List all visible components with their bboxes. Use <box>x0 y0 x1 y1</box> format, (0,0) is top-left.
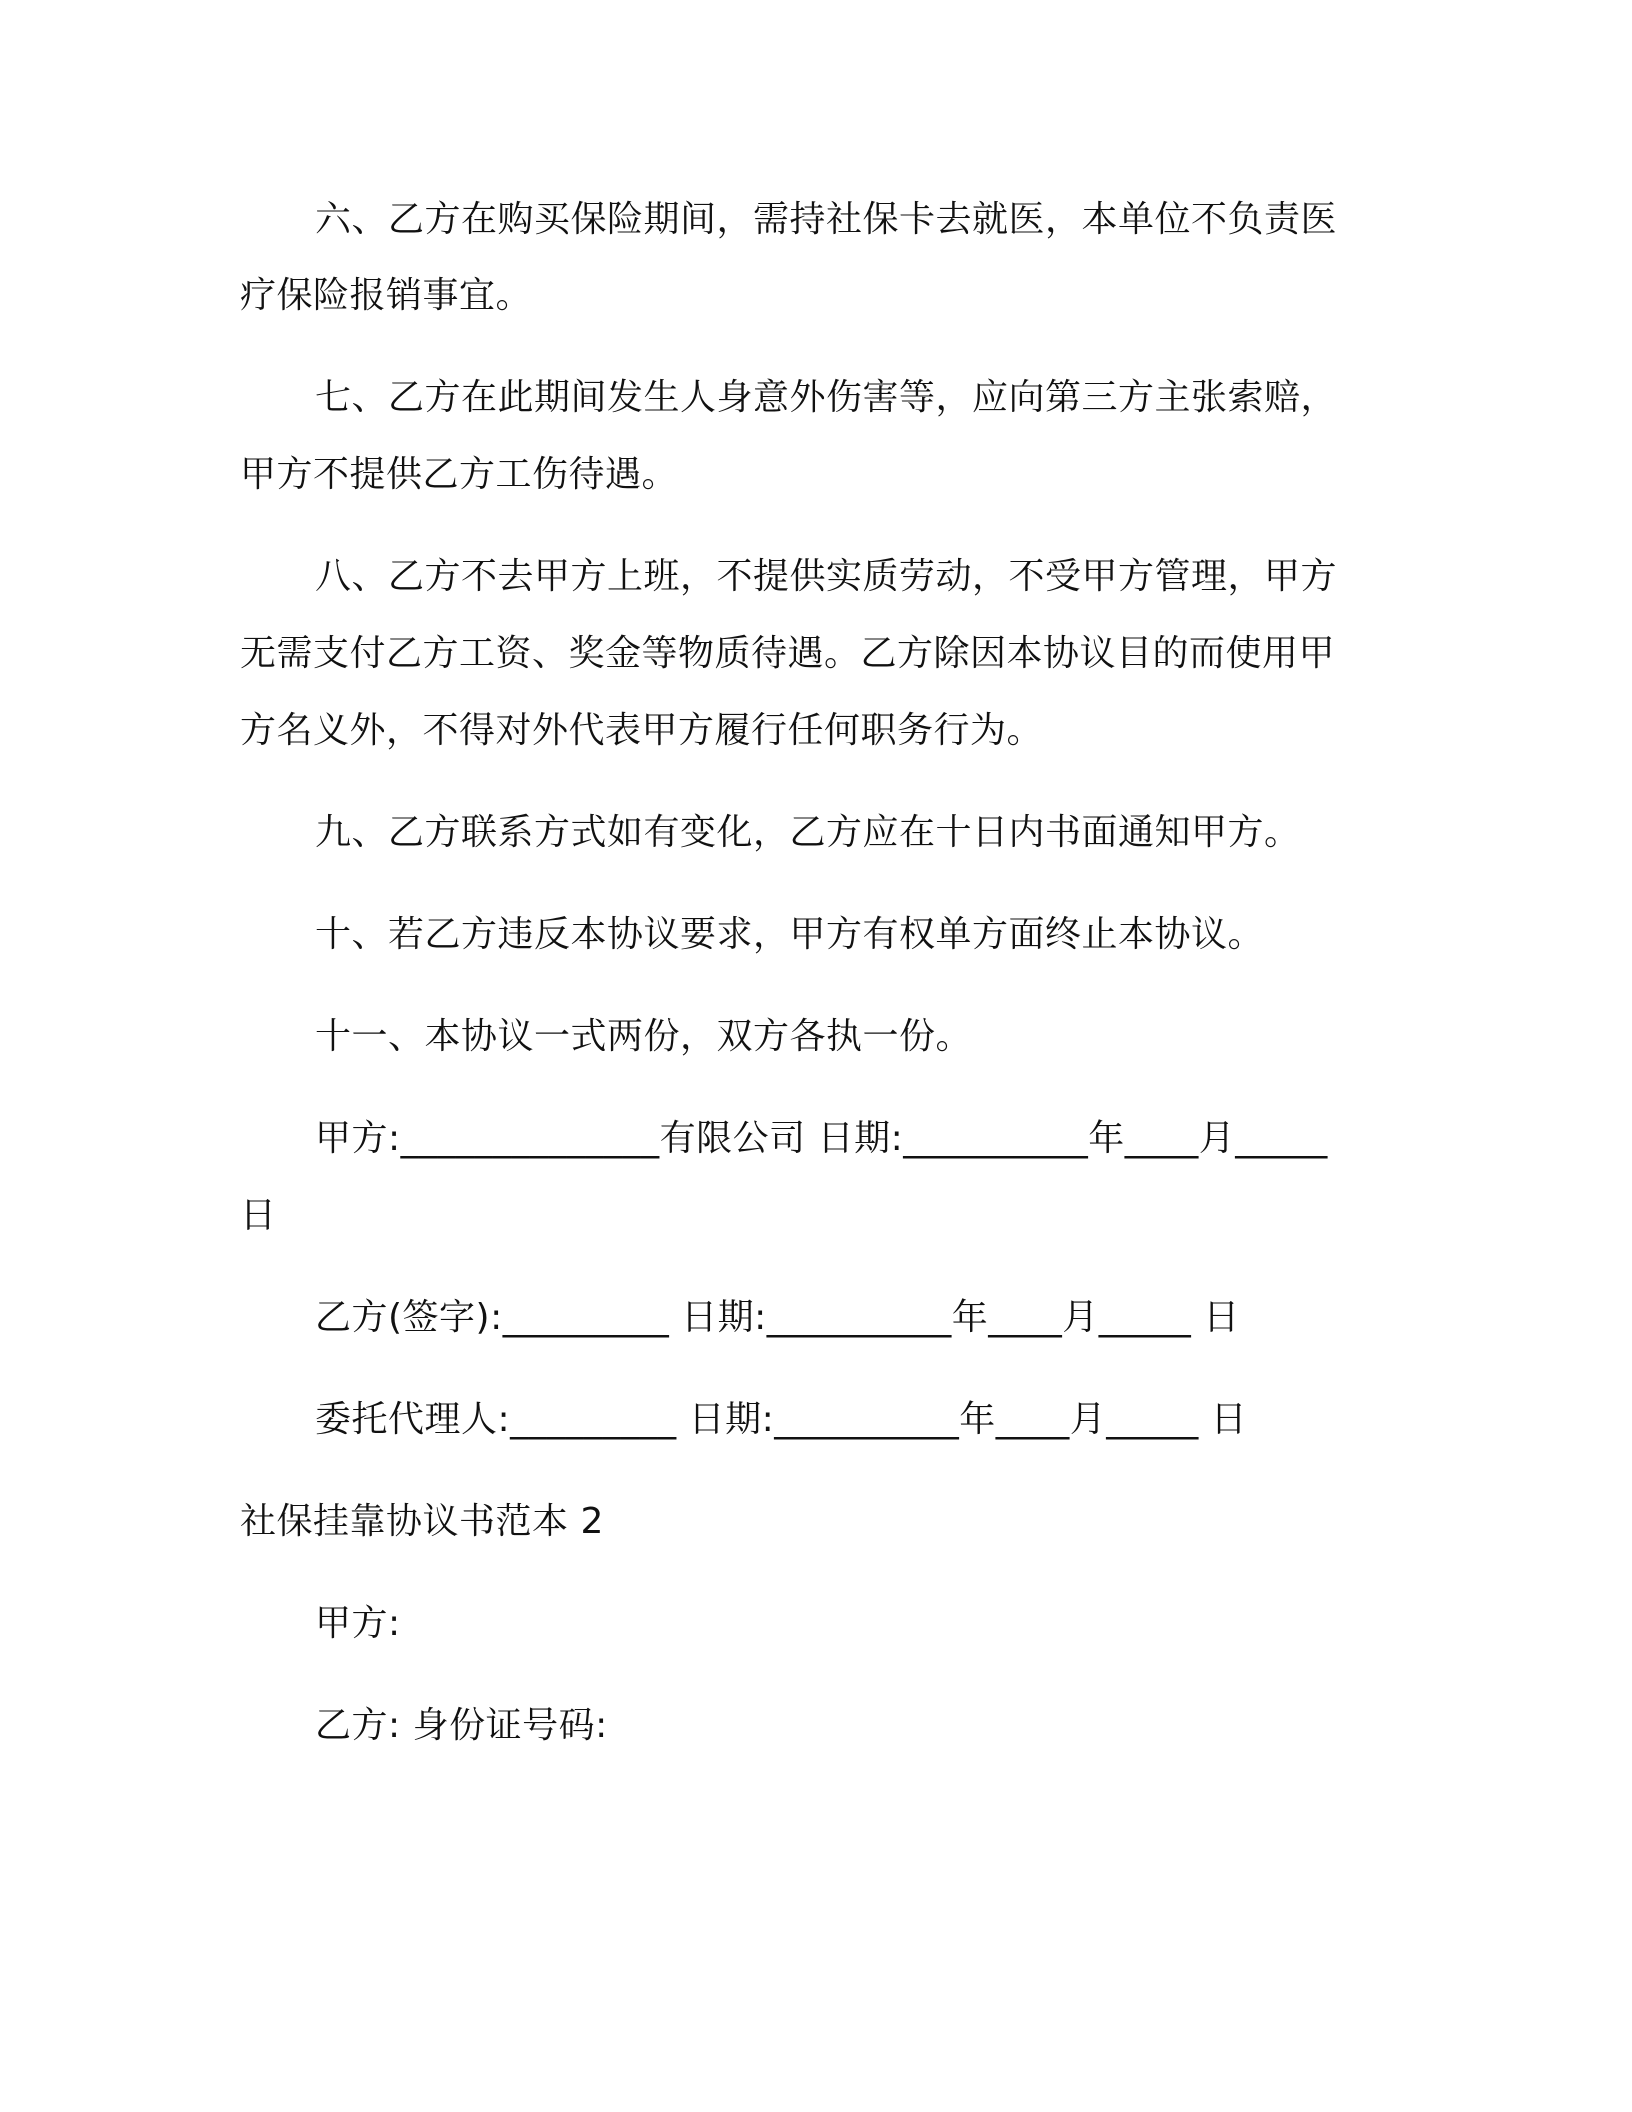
new-party-a-line: 甲方: <box>315 1603 401 1644</box>
clause-6-line-1: 六、乙方在购买保险期间，需持社保卡去就医，本单位不负责医 <box>315 199 1338 240</box>
clause-11-line-1: 十一、本协议一式两份，双方各执一份。 <box>315 1016 973 1057</box>
clause-9-line-1: 九、乙方联系方式如有变化，乙方应在十日内书面通知甲方。 <box>315 812 1301 853</box>
section-title: 社保挂靠协议书范本 2 <box>240 1501 604 1542</box>
party-a-signature-line-cont: 日 <box>240 1195 277 1236</box>
clause-8-line-1: 八、乙方不去甲方上班，不提供实质劳动，不受甲方管理，甲方 <box>315 556 1338 597</box>
clause-7-line-2: 甲方不提供乙方工伤待遇。 <box>240 454 679 495</box>
new-party-b-line: 乙方: 身份证号码: <box>315 1705 608 1746</box>
clause-7-line-1: 七、乙方在此期间发生人身意外伤害等，应向第三方主张索赔， <box>315 377 1338 418</box>
agent-signature-line: 委托代理人:_________ 日期:__________年____月_____ 日 <box>315 1399 1248 1440</box>
party-a-signature-line: 甲方:______________有限公司 日期:__________年____月_____ <box>315 1118 1328 1159</box>
clause-8-line-3: 方名义外，不得对外代表甲方履行任何职务行为。 <box>240 710 1044 751</box>
clause-6-line-2: 疗保险报销事宜。 <box>240 275 533 316</box>
clause-10-line-1: 十、若乙方违反本协议要求，甲方有权单方面终止本协议。 <box>315 914 1265 955</box>
clause-8-line-2: 无需支付乙方工资、奖金等物质待遇。乙方除因本协议目的而使用甲 <box>240 633 1336 674</box>
party-b-signature-line: 乙方(签字):_________ 日期:__________年____月_____ 日 <box>315 1297 1240 1338</box>
